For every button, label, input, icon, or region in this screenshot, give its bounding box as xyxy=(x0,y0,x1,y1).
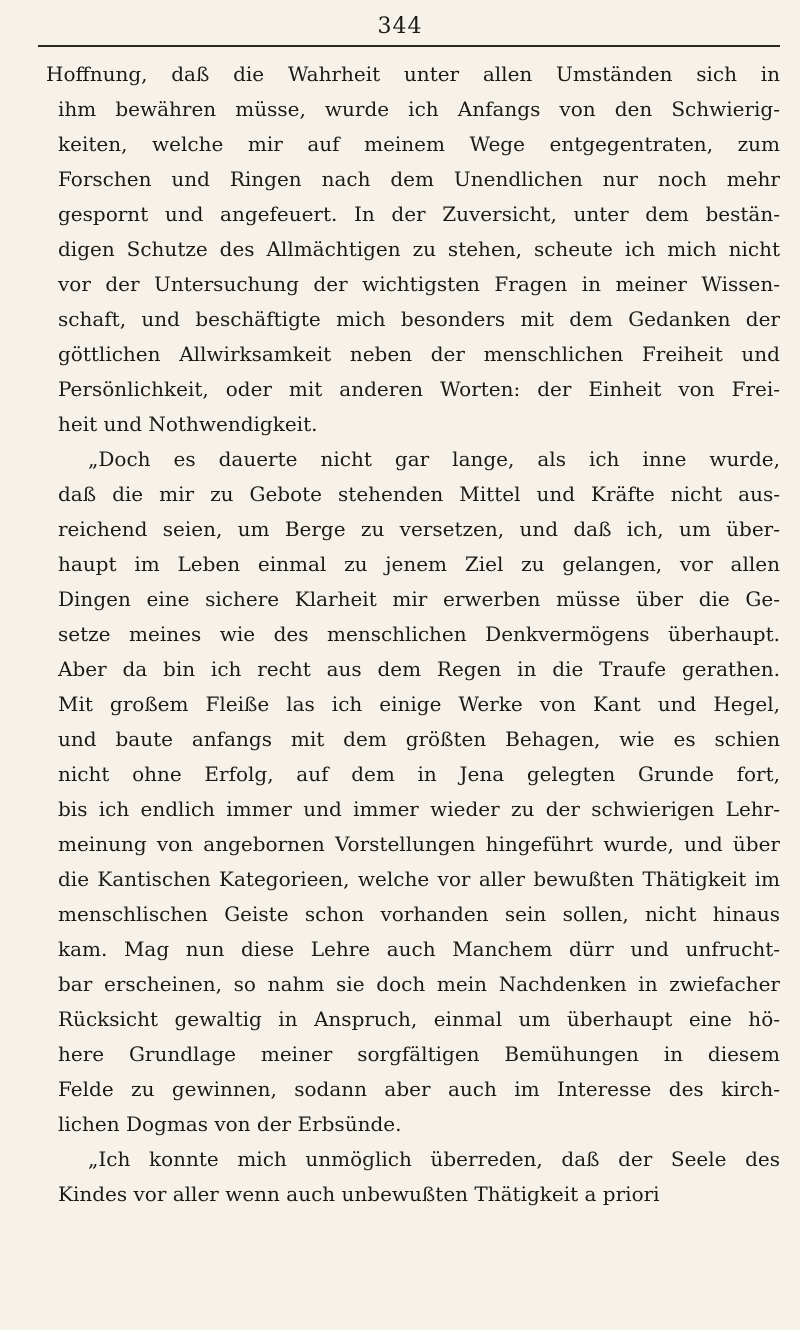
text-line: Persönlichkeit, oder mit anderen Worten: der Einheit von Frei- xyxy=(58,377,780,401)
text-line: Kindes vor aller wenn auch unbewußten Thätigkeit a priori xyxy=(58,1182,660,1206)
text-line: Mit großem Fleiße las ich einige Werke von Kant und Hegel, xyxy=(58,692,780,716)
text-line: gespornt und angefeuert. In der Zuversicht, unter dem bestän- xyxy=(58,202,780,226)
text-line: menschlischen Geiste schon vorhanden sein sollen, nicht hinaus xyxy=(58,902,780,926)
page-number: 344 xyxy=(377,14,423,39)
text-line: lichen Dogmas von der Erbsünde. xyxy=(58,1112,402,1136)
text-line: setze meines wie des menschlichen Denkvermögens überhaupt. xyxy=(58,622,780,646)
text-line: haupt im Leben einmal zu jenem Ziel zu gelangen, vor allen xyxy=(58,552,780,576)
text-line: kam. Mag nun diese Lehre auch Manchem dürr und unfrucht- xyxy=(58,937,780,961)
text-line: reichend seien, um Berge zu versetzen, und daß ich, um über- xyxy=(58,517,780,541)
text-line: Dingen eine sichere Klarheit mir erwerben müsse über die Ge- xyxy=(58,587,780,611)
text-line: heit und Nothwendigkeit. xyxy=(58,412,318,436)
text-line: schaft, und beschäftigte mich besonders mit dem Gedanken der xyxy=(58,307,780,331)
text-line: here Grundlage meiner sorgfältigen Bemühungen in diesem xyxy=(58,1042,780,1066)
text-line: „Doch es dauerte nicht gar lange, als ich inne wurde, xyxy=(88,447,780,471)
text-line: Felde zu gewinnen, sodann aber auch im Interesse des kirch- xyxy=(58,1077,780,1101)
text-line: bis ich endlich immer und immer wieder zu der schwierigen Lehr- xyxy=(58,797,780,821)
header-rule xyxy=(38,45,780,47)
text-line: Forschen und Ringen nach dem Unendlichen nur noch mehr xyxy=(58,167,780,191)
text-line: und baute anfangs mit dem größten Behagen, wie es schien xyxy=(58,727,780,751)
text-line: ihm bewähren müsse, wurde ich Anfangs von den Schwierig- xyxy=(58,97,780,121)
text-line: meinung von angebornen Vorstellungen hingeführt wurde, und über xyxy=(58,832,780,856)
text-line: daß die mir zu Gebote stehenden Mittel und Kräfte nicht aus- xyxy=(58,482,780,506)
text-line: digen Schutze des Allmächtigen zu stehen, scheute ich mich nicht xyxy=(58,237,780,261)
text-line: göttlichen Allwirksamkeit neben der menschlichen Freiheit und xyxy=(58,342,780,366)
text-line: Aber da bin ich recht aus dem Regen in die Traufe gerathen. xyxy=(58,657,780,681)
text-line: Rücksicht gewaltig in Anspruch, einmal um überhaupt eine hö- xyxy=(58,1007,780,1031)
text-line: Hoffnung, daß die Wahrheit unter allen Umständen sich in xyxy=(46,62,780,86)
text-line: bar erscheinen, so nahm sie doch mein Nachdenken in zwiefacher xyxy=(58,972,780,996)
text-line: „Ich konnte mich unmöglich überreden, daß der Seele des xyxy=(88,1147,780,1171)
text-line: vor der Untersuchung der wichtigsten Fragen in meiner Wissen- xyxy=(58,272,780,296)
text-line: keiten, welche mir auf meinem Wege entgegentraten, zum xyxy=(58,132,780,156)
text-line: die Kantischen Kategorieen, welche vor aller bewußten Thätigkeit im xyxy=(58,867,780,891)
text-line: nicht ohne Erfolg, auf dem in Jena gelegten Grunde fort, xyxy=(58,762,780,786)
